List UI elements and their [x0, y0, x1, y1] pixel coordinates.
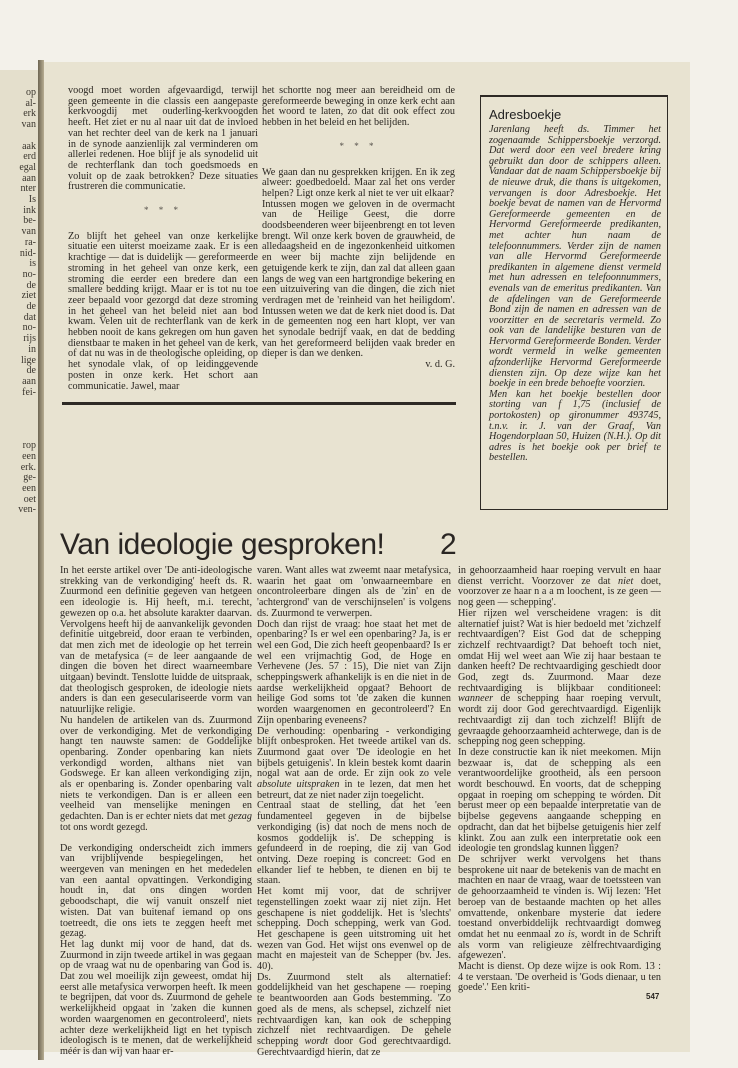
page-number: 547 [646, 992, 660, 1001]
paragraph [458, 855, 661, 962]
fragment-line: rijs [23, 333, 36, 345]
paragraph [60, 940, 252, 1058]
text-run: De schrijver werkt vervolgens het thans besprokene uit naar de betekenis van de macht en machten en naar de vraag, waar de toetssteen van de gehoorzaamheid te vinden is. Wij lezen: 'Het beroep van de bestaande machten op het alles omvattende, onkenbare mysterie dat iedere toestand onverbiddelijk rechtvaardigt domweg omdat het nu eenmaal zo [458, 853, 661, 940]
fragment-line: dat [23, 311, 36, 323]
fragment-line: erd [23, 151, 36, 163]
article-part-number: 2 [440, 528, 457, 561]
fragment-line [0, 420, 36, 431]
top-article-column-1 [68, 86, 258, 392]
fragment-line: Is [28, 194, 36, 206]
italic-text: gezag [228, 811, 252, 823]
text-run: In het eerste artikel over 'De anti-ideologische strekking van de verkondiging' heeft ds. R. Zuurmond een definitie gegeven van hetgeen een ideologie is. Hij heeft, m.i. terecht, gewezen op o.a. het absolute karakter daarvan. Vervolgens heeft hij de aanvankelijk gevonden definitie uitgebreid, door eraan te verbinden, dat men zich met de ideologie op het terrein van de metafysica (= de leer aangaande de dingen die boven het direct waarneembare uitgaan) bevindt. Tenslotte luidde de uitspraak, dat theologisch gesproken, de ideologie niets anders is dan een geseculariseerde vorm van natuurlijke religie. [60, 565, 252, 716]
italic-text: wordt [304, 1035, 328, 1047]
top-col2-para-3 [262, 200, 455, 361]
text-run: voogd moet worden afgevaardigd, terwijl geen gemeente in die classis een aangepaste kerkvoogdij met ouderling-kerkvoogden heeft. Het ziet er nu al naar uit dat de invloed van het rechter deel van de kerk na 1 januari in de synode aanzienlijk zal verminderen om allerlei redenen. Hoe blijf je als synodelid uit de rechterflank dan toch goedsmoeds en voluit op de zaak betrokken? Deze situaties frustreren die communicatie. [68, 85, 258, 193]
top-col2-para-2 [262, 168, 455, 200]
text-run: Ds. Zuurmond stelt als alternatief: goddelijkheid van het geschapene — roeping te beantwoorden aan Gods bestemming. 'Zo goed als de mens, als schepsel, zichzelf niet rechtvaardigen kan, kan ook de schepping zichzelf niet rechtvaardigen. De gehele schepping [257, 971, 451, 1047]
fragment-line: no- [22, 322, 36, 334]
fragment-line: aak [22, 140, 36, 152]
top-col1-para-1 [68, 86, 258, 193]
fragment-line: be- [23, 215, 36, 227]
text-run: We gaan dan nu gesprekken krijgen. En ik zeg alweer: goedbedoeld. Maar zal het ons verder helpen? Ligt onze kerk al niet te ver uit elkaar? [262, 166, 455, 199]
fragment-line: ra- [24, 236, 36, 248]
text-run: varen. Want alles wat zweemt naar metafysica, waarin het gaat om 'onwaarneembare en oncontroleerbare dingen als de 'zin' en de 'achtergrond' van de verschijnselen' is volgens ds. Zuurmond te verwerpen. [257, 565, 451, 619]
text-run: De verhouding: openbaring - verkondiging blijft onbesproken. Het tweede artikel van ds. Zuurmond gaat over 'De ideologie en het bijbels getuigenis'. In klein bestek komt daarin nogal wat aan de orde. Er zijn ook zo vele [257, 725, 451, 780]
fragment-line: een [22, 450, 36, 462]
facing-page-text-fragments [0, 88, 36, 516]
adresboekje-box [480, 95, 668, 510]
article-column-1 [60, 566, 252, 1058]
fragment-line: ven- [18, 504, 36, 516]
section-separator: * * * [339, 140, 378, 151]
text-run: Zo blijft het geheel van onze kerkelijke situatie een uiterst moeizame zaak. Er is een krachtige — dat is duidelijk — gereformeerde stroming in het geheel van onze kerk, een stroming die eerder een bredere dan een smallere bedding krijgt. Maar er is tot nu toe zeer bepaald voor gezorgd dat deze stroming in het geheel van het beleid niet aan bod kwam. Velen uit de rechterflank van de kerk hebben nooit de kans gekregen om hun gaven dienstbaar te maken in het geheel van de kerk, of dat nu was in de theologische opleiding, op het synodale vlak, of op leidinggevende posten in onze kerk. Het schort aan communicatie. Jawel, maar [68, 230, 258, 392]
fragment-line: ink [23, 204, 36, 216]
fragment-line: nid- [19, 247, 36, 259]
paragraph [458, 748, 661, 855]
box-paragraph: Men kan het boekje bestellen door storting van f 1,75 (inclusief de portokosten) op gironummer 493745, t.n.v. ir. J. van der Graaf, Van Hogendorplaan 50, Huizen (N.H.). Op dit adres is het boekje ook per brief te bestellen. [489, 388, 661, 464]
text-run: in te lezen, dat men het betreurt, dat ze niet nader zijn toegelicht. [257, 779, 452, 801]
italic-text: wanneer [458, 693, 494, 705]
top-col2-para-1 [262, 86, 455, 129]
paragraph [257, 973, 451, 1059]
paragraph [60, 716, 252, 834]
paragraph [257, 566, 451, 620]
section-separator: * * * [144, 205, 182, 216]
text-run: Macht is dienst. Op deze wijze is ook Rom. 13 : 4 te verstaan. 'De overheid is 'Gods dienaar, u ten goede'.' Een kriti- [458, 961, 661, 994]
fragment-line: is [29, 258, 36, 270]
paragraph [262, 168, 455, 200]
fragment-line: een [22, 483, 36, 495]
paragraph [68, 232, 258, 393]
text-run: , wordt in de Schrift als vorm van religieuze zèlfrechtvaardiging afgewezen'. [458, 928, 661, 962]
paragraph [458, 609, 661, 748]
text-run: In deze constructie kan ik niet meekomen. Mijn bezwaar is, dat de schepping als een verantwoordelijke grootheid, als een persoon wordt beschouwd. En voorts, dat de schepping opgaat in roeping om schepping te wórden. Dit berust meer op een bepaalde interpretatie van de bijbelse gegevens aangaande schepping en opdracht, dan dat het bijbelse getuigenis hier zelf klinkt. Zou aan zulk een interpretatie ook een ideologie ten grondslag kunnen liggen? [458, 746, 661, 855]
text-run: Nu handelen de artikelen van ds. Zuurmond over de verkondiging. Met de verkondiging hangt ten nauwste samen: de Goddelijke openbaring. Zonder openbaring kan niets verkondigd worden, althans niet van Godswege. Er kan alleen verkondiging zijn, als er openbaring is. Zonder openbaring valt niets te verkondigen. Dan is er alleen een veelheid van menselijke meningen en gedachten. Dan is er echter niets dat met [60, 714, 252, 823]
article-column-2 [257, 566, 451, 1058]
top-col1-para-2 [68, 232, 258, 393]
fragment-line: ziet [21, 290, 36, 302]
text-run: Intussen mogen we geloven in de overmacht van de Heilige Geest, die dorre doodsbeenderen weer bijeenbrengt en tot leven brengt. Wil onze kerk boven de grauwheid, de alledaagsheid en de ingezonkenheid uitkomen en weer bij machte zijn belijdende en getuigende kerk te zijn, dan zal dat alleen gaan langs de weg van een hartgrondige bekering en een uitzuivering van die dingen, die zich niet verdragen met de 'reinheid van het heiligdom'. Intussen weten we dat de kerk niet dood is. Dat in de gemeenten nog een hart klopt, ver van het synodale bedrijf vaak, en dat de bedding van het gereformeerd belijden vaak breder en dieper is dan we denken. [262, 198, 455, 360]
fragment-line: fei- [22, 386, 36, 398]
italic-text: is [567, 928, 575, 940]
text-run: De verkondiging onderscheidt zich immers van vrijblijvende bespiegelingen, het weergeven van meningen en het mededelen van een aantal opvattingen. Verkondiging houdt in, dat ons dingen worden geboodschapt, die wij vanuit onszelf niet wisten. Dat van buitenaf iemand op ons toetreedt, die ons iets te zeggen heeft met gezag. [60, 842, 252, 940]
text-run: de schepping haar roeping vervult, wordt zij door God gerechtvaardigd. Eigenlijk rechtvaardigt zij dan toch zichzelf! Blijft de gevraagde gehoorzaamheid achterwege, dan is de schepping nog geen schepping. [458, 693, 661, 748]
paragraph [262, 86, 455, 129]
fragment-line: de [26, 279, 36, 291]
article-column-3 [458, 566, 661, 994]
fragment-line: lige [21, 354, 36, 366]
text-run: Doch dan rijst de vraag: hoe staat het met de openbaring? Is er wel een openbaring? Ja, is er wel een God, Die zich heeft geopenbaard? Is er wel een vrijmachtig God, de Hoge en Verhevene (Jes. 57 : 15), Die niet van Zijn scheppingswerk afhankelijk is en die niet in de aardse werkelijkheid opgaat? Behoort de heilige God soms tot 'de zaken die kunnen worden waargenomen en gecontroleerd'? En Zijn openbaring eveneens? [257, 618, 451, 726]
text-run: in gehoorzaamheid haar roeping vervult en haar dienst verricht. Voorzover ze dat [458, 565, 661, 587]
fragment-line: aan [22, 375, 36, 387]
section-divider [62, 402, 456, 405]
paragraph [257, 801, 451, 887]
fragment-line: no- [22, 268, 36, 280]
text-run: tot ons wordt gezegd. [60, 821, 148, 833]
fragment-line: van [21, 119, 36, 131]
paragraph [257, 887, 451, 973]
fragment-line: nter [20, 183, 36, 195]
paragraph [458, 566, 661, 609]
paragraph [262, 200, 455, 361]
fragment-line: erk [23, 108, 36, 120]
paragraph [257, 727, 451, 802]
fragment-line: erk. [20, 461, 36, 473]
article-title: Van ideologie gesproken! [60, 528, 385, 561]
box-title: Adresboekje [489, 107, 562, 122]
paragraph [68, 86, 258, 193]
fragment-line: de [26, 301, 36, 313]
fragment-line: aan [22, 172, 36, 184]
fragment-line: in [28, 343, 36, 355]
italic-text: absolute uitspraken [257, 779, 340, 791]
text-run: door God gerechtvaardigd. Gerechtvaardigd hierin, dat ze [257, 1035, 451, 1058]
box-paragraph: Jarenlang heeft ds. Timmer het zogenaamde Schippersboekje verzorgd. Dat werd door een veel bredere kring gebruikt dan door de schippers alleen. Vandaar dat de naam Schippersboekje bij de nieuwe druk, die thans is uitgekomen, vervangen is door Adresboekje. Het boekje bevat de namen van de Hervormd Gereformeerde gemeenten en de Hervormd Gereformeerde predikanten, met achter hun naam de telefoonnummers. Verder zijn de namen van alle Hervormd Gereformeerde predikanten in algemene dienst vermeld met hun adressen en telefoonnummers, evenals van de emeritus predikanten. Van de afdelingen van de Gereformeerde Bond zijn de namen en adressen van de voorzitter en de secretaris vermeld. Zo ook van de landelijke besturen van de Hervormd Gereformeerde Bonden. Verder wordt vermeld in welke gemeenten afzonderlijke Hervormd Gereformeerde diensten zijn. Op deze wijze kan het boekje in een brede behoefte voorzien. [489, 124, 661, 390]
text-run: Het komt mij voor, dat de schrijver tegenstellingen zoekt waar zij niet zijn. Het geschapene is niet goddelijk. Het is 'slechts' schepping. Doch schepping, werk van God. Het geschapene is geen uitstroming uit het wezen van God. Het wijst ons evenwel op de macht en majesteit van de Schepper (bv. Jes. 40). [257, 886, 451, 973]
fragment-line: oet [23, 493, 36, 505]
fragment-line: de [26, 365, 36, 377]
fragment-line: ge- [23, 472, 36, 484]
paragraph [257, 620, 451, 727]
text-run: Het lag dunkt mij voor de hand, dat ds. Zuurmond in zijn tweede artikel in was gegaan op de vraag wat nu de openbaring van God is. Dat zou wel moeilijk zijn geweest, omdat hij eerst alle metafysica verworpen heeft. Ik meen te begrijpen, dat voor ds. Zuurmond de gehele werkelijkheid opgaat in 'zaken die kunnen worden waargenomen en gecontroleerd', niets achter deze werkelijkheid ligt en het typisch ideologisch is te menen, dat de werkelijkheid méér is dan wij van haar er- [60, 938, 252, 1057]
fragment-line [0, 409, 36, 420]
paragraph [458, 962, 661, 994]
fragment-line: van [21, 226, 36, 238]
fragment-line [0, 131, 36, 142]
author-signature: v. d. G. [425, 359, 455, 371]
fragment-line: op [26, 88, 36, 98]
text-run: het schortte nog meer aan bereidheid om de gereformeerde beweging in onze kerk echt aan het woord te laten, zo dat dit ook effect zou hebben in het beleid en het belijden. [262, 85, 455, 129]
text-run: Hier rijzen wel verscheidene vragen: is dit alternatief juist? Wat is hier bedoeld met 'zichzelf rechtvaardigen'? Eist God dat de schepping zichzelf rechtvaardigt? Dat behoeft toch niet, omdat Hij wel weet aan Wie zij haar bestaan te danken heeft? De rechtvaardiging geschiedt door God, zegt ds. Zuurmond. Maar deze rechtvaardiging is blijkbaar conditioneel: [458, 607, 661, 694]
paragraph [60, 566, 252, 716]
paragraph [60, 844, 252, 940]
top-article-column-2 [262, 86, 455, 371]
fragment-line: al- [25, 97, 36, 109]
fragment-line: egal [19, 161, 36, 173]
text-run: Centraal staat de stelling, dat het 'een fundamenteel gegeven in de bijbelse verkondiging (is) dat noch de mens noch de kosmos goddelijk is'. De schepping is gefundeerd in de roeping, die zij van God ontving. Deze roeping is concreet: God en elkander lief te hebben, te dienen en bij te staan. [257, 800, 451, 887]
fragment-line: rop [22, 440, 36, 452]
italic-text: niet [618, 575, 634, 587]
text-run: doet, voorzover ze haar n a a m loochent, is ze geen — nog geen — schepping'. [458, 575, 662, 609]
fragment-line [0, 398, 36, 409]
